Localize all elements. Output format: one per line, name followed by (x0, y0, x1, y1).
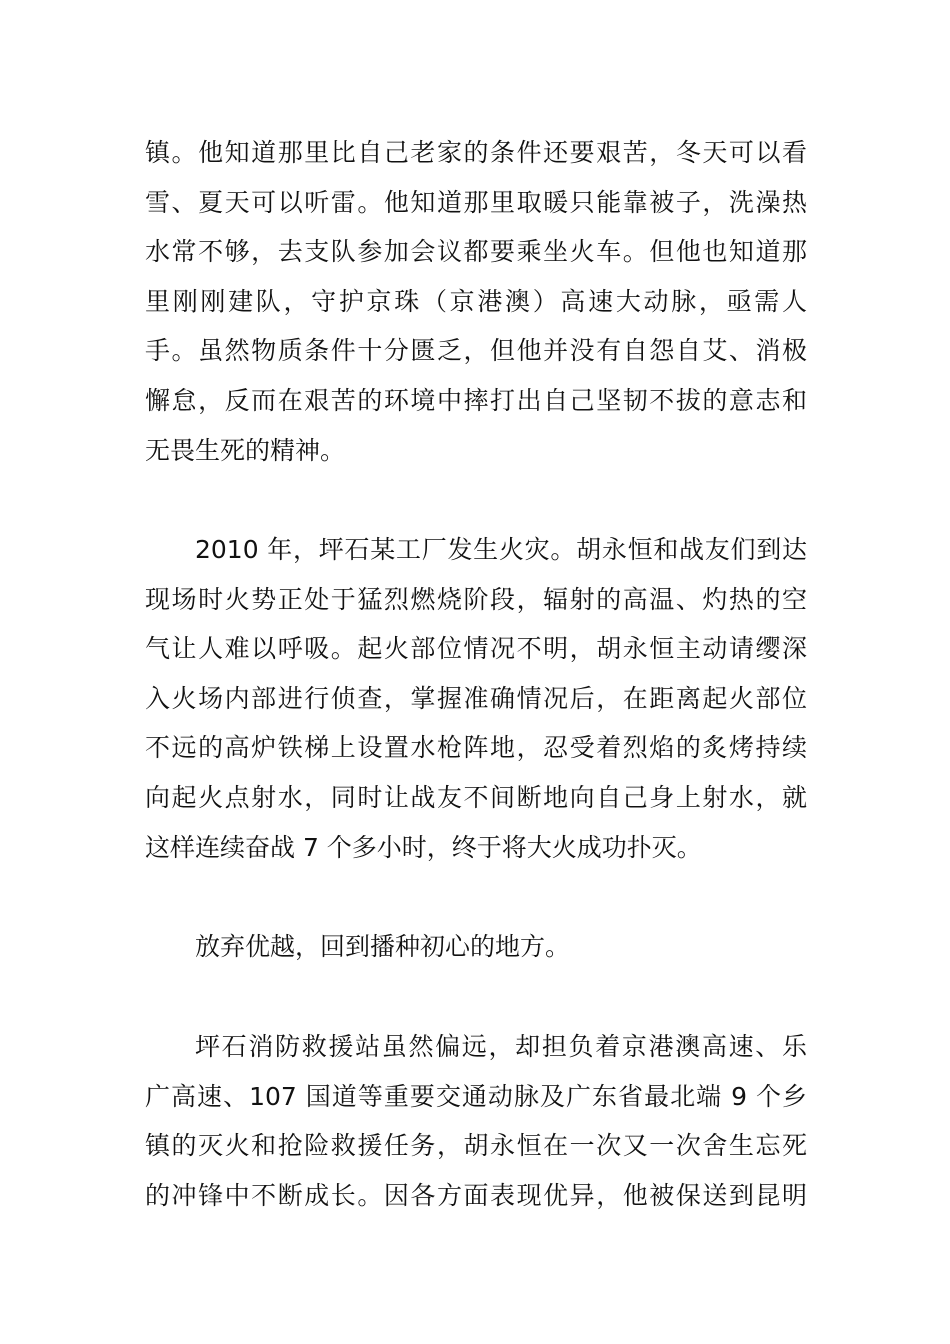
paragraph-line: 入火场内部进行侦查，掌握准确情况后，在距离起火部位 (145, 683, 807, 713)
paragraph-line: 懈怠，反而在艰苦的环境中摔打出自己坚韧不拔的意志和 (145, 385, 807, 415)
paragraph-line: 镇。他知道那里比自己老家的条件还要艰苦，冬天可以看 (145, 138, 807, 167)
paragraph-line: 广高速、107 国道等重要交通动脉及广东省最北端 9 个乡 (145, 1081, 807, 1111)
paragraph-line: 坪石消防救援站虽然偏远，却担负着京港澳高速、乐 (195, 1032, 807, 1061)
paragraph-line: 不远的高炉铁梯上设置水枪阵地，忍受着烈焰的炙烤持续 (145, 733, 807, 763)
paragraph-1 (145, 128, 807, 475)
paragraph-line: 无畏生死的精神。 (145, 435, 346, 465)
paragraph-4 (145, 1022, 807, 1220)
paragraph-line: 手。虽然物质条件十分匮乏，但他并没有自怨自艾、消极 (145, 336, 807, 366)
paragraph-2 (145, 525, 807, 872)
paragraph-line: 镇的灭火和抢险救援任务，胡永恒在一次又一次舍生忘死 (145, 1131, 807, 1161)
paragraph-line: 放弃优越，回到播种初心的地方。 (195, 932, 571, 961)
paragraph-line: 现场时火势正处于猛烈燃烧阶段，辐射的高温、灼热的空 (145, 584, 807, 614)
paragraph-line: 雪、夏天可以听雷。他知道那里取暖只能靠被子，洗澡热 (145, 187, 807, 217)
paragraph-line: 水常不够，去支队参加会议都要乘坐火车。但他也知道那 (145, 237, 807, 267)
paragraph-line: 气让人难以呼吸。起火部位情况不明，胡永恒主动请缨深 (145, 634, 807, 664)
paragraph-line: 的冲锋中不断成长。因各方面表现优异，他被保送到昆明 (145, 1180, 807, 1210)
paragraph-line: 这样连续奋战 7 个多小时，终于将大火成功扑灭。 (145, 832, 702, 862)
paragraph-line: 2010 年，坪石某工厂发生火灾。胡永恒和战友们到达 (195, 535, 807, 564)
paragraph-line: 向起火点射水，同时让战友不间断地向自己身上射水，就 (145, 782, 807, 812)
paragraph-3 (145, 922, 807, 972)
paragraph-line: 里刚刚建队，守护京珠（京港澳）高速大动脉，亟需人 (145, 286, 807, 316)
